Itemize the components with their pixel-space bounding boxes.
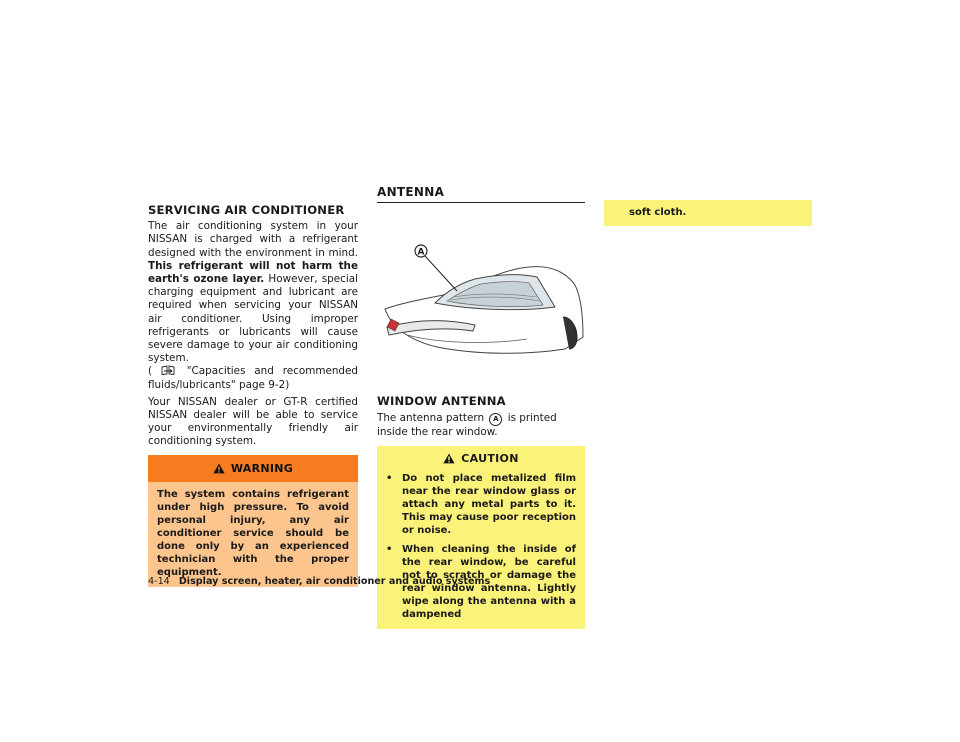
warning-text: The system contains refrigerant under high pressure. To avoid personal injury, any air conditioner service should be done only by an experienced technician with the proper equipment.	[157, 488, 349, 578]
servicing-section	[148, 204, 358, 587]
warning-label: WARNING	[230, 461, 294, 475]
servicing-paragraph-2: Your NISSAN dealer or GT-R certified NISSAN dealer will be able to service your environmentally friendly air conditioning system.	[148, 395, 358, 448]
reference-book-icon	[161, 365, 175, 375]
paragraph-text: The antenna pattern	[377, 411, 485, 424]
ozone-emphasis: This refrigerant will not harm the earth's ozone layer.	[148, 259, 358, 286]
window-antenna-paragraph	[377, 412, 585, 439]
capacities-reference-link[interactable]: "Capacities and recommended fluids/lubricants" page 9-2)	[148, 365, 359, 391]
caution-triangle-icon	[443, 453, 455, 464]
antenna-section	[377, 186, 585, 629]
page-number: 4-14	[148, 576, 170, 587]
paragraph-text: The air conditioning system in your NISSAN is charged with a refrigerant designed with the environment in mind.	[148, 220, 358, 259]
warning-triangle-icon	[213, 463, 225, 474]
caution-header	[377, 446, 585, 472]
warning-box	[148, 455, 358, 587]
window-antenna-title: WINDOW ANTENNA	[377, 394, 506, 409]
caution-item-text: Do not place metalized film near the rear window glass or attach any metal parts to it. This may cause poor reception or noise.	[402, 472, 576, 536]
caution-label: CAUTION	[461, 452, 519, 466]
paragraph-text: However, special charging equipment and lubricant are required when servicing your NISSAN air conditioner. Using improper refrigerants or lubricants will cause severe damage to your air conditioning system.	[148, 273, 358, 365]
callout-a-icon: A	[489, 413, 502, 426]
caution-continued-box: soft cloth.	[604, 200, 812, 226]
warning-header	[148, 455, 358, 482]
caution-item-text: When cleaning the inside of the rear window, be careful not to scratch or damage the rear window antenna. Lightly wipe along the antenna with a dampened	[402, 543, 576, 620]
paragraph-text: is printed inside the rear window.	[377, 411, 557, 438]
figure-callout-label: A	[417, 247, 425, 258]
bullet-icon: •	[386, 543, 393, 555]
caution-list-item	[377, 472, 585, 543]
bullet-icon: •	[386, 472, 393, 484]
servicing-paragraph-1	[148, 220, 358, 392]
antenna-title: ANTENNA	[377, 186, 585, 203]
section-title: SERVICING AIR CONDITIONER	[148, 203, 345, 217]
caution-continued-column	[604, 200, 812, 226]
chapter-title: Display screen, heater, air conditioner and audio systems	[178, 576, 491, 587]
page-footer	[148, 576, 490, 587]
reference-open: (	[148, 365, 153, 378]
caution-box	[377, 446, 585, 629]
car-rear-window-illustration	[377, 207, 585, 357]
